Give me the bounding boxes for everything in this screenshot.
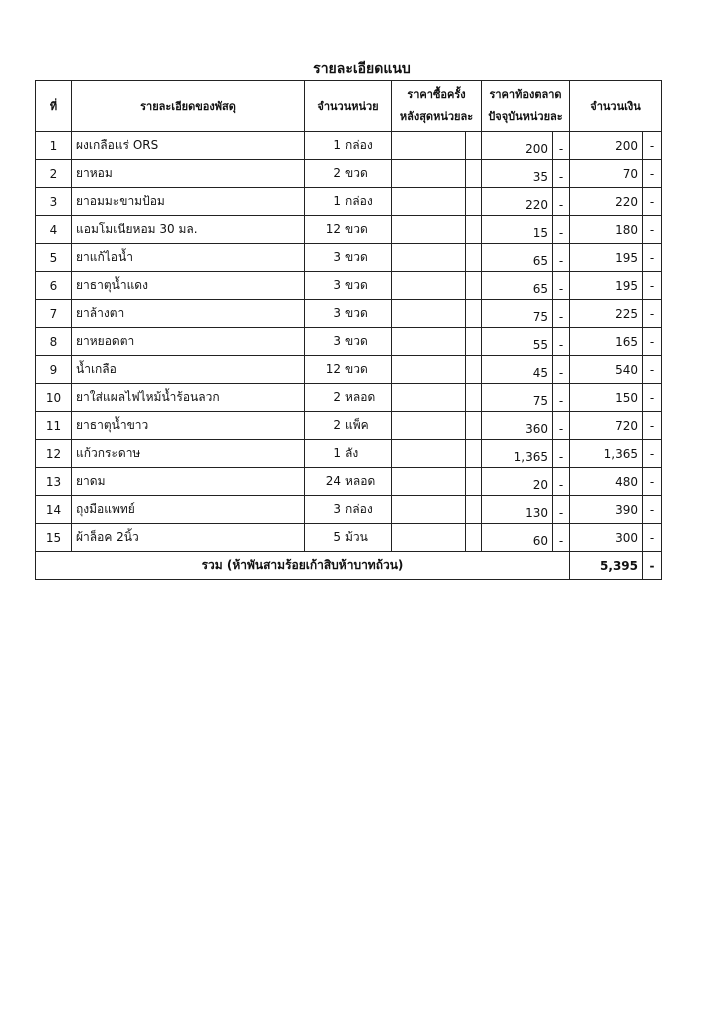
row-amount-dec: - (643, 188, 662, 216)
row-market-price-cell (482, 300, 553, 328)
row-quantity: 3 (333, 306, 341, 320)
row-last-price-dec (466, 132, 482, 160)
row-market-price-cell (482, 216, 553, 244)
row-last-price (392, 328, 466, 356)
row-amount-dec: - (643, 216, 662, 244)
row-last-price-dec (466, 328, 482, 356)
row-market-price-dec: - (558, 225, 564, 240)
row-market-price-cell (482, 356, 553, 384)
row-market-price: 55 (532, 337, 548, 352)
row-market-price-cell (482, 272, 553, 300)
row-quantity-cell (305, 300, 392, 328)
row-quantity-cell (305, 412, 392, 440)
row-amount: 1,365 (570, 440, 643, 468)
table-row (36, 468, 662, 496)
row-unit: ขวด (345, 362, 368, 376)
row-unit: แพ็ค (345, 418, 369, 432)
row-amount: 225 (570, 300, 643, 328)
row-unit: ขวด (345, 278, 368, 292)
row-market-price: 200 (525, 141, 548, 156)
row-market-price: 65 (532, 253, 548, 268)
row-amount: 480 (570, 468, 643, 496)
row-market-price-dec-cell (553, 160, 570, 188)
header-last-price (392, 81, 482, 132)
row-quantity-cell (305, 468, 392, 496)
row-last-price (392, 356, 466, 384)
row-market-price-cell (482, 440, 553, 468)
row-unit: ขวด (345, 222, 368, 236)
row-market-price: 20 (532, 477, 548, 492)
row-quantity-cell (305, 384, 392, 412)
row-amount: 220 (570, 188, 643, 216)
row-description: ผ้าล็อค 2นิ้ว (72, 524, 305, 552)
row-amount-dec: - (643, 496, 662, 524)
row-unit: ขวด (345, 306, 368, 320)
row-number: 10 (36, 384, 72, 412)
row-last-price-dec (466, 440, 482, 468)
row-market-price-dec-cell (553, 496, 570, 524)
table-row (36, 188, 662, 216)
table-row (36, 412, 662, 440)
table-row (36, 384, 662, 412)
row-description: ยาล้างตา (72, 300, 305, 328)
row-unit: หลอด (345, 390, 376, 404)
row-market-price-dec-cell (553, 328, 570, 356)
row-market-price-cell (482, 468, 553, 496)
row-market-price-cell (482, 160, 553, 188)
row-market-price-cell (482, 412, 553, 440)
row-number: 1 (36, 132, 72, 160)
row-market-price-cell (482, 496, 553, 524)
row-market-price-cell (482, 132, 553, 160)
row-description: น้ำเกลือ (72, 356, 305, 384)
row-number: 14 (36, 496, 72, 524)
row-market-price-dec: - (558, 505, 564, 520)
table-row (36, 160, 662, 188)
items-table (35, 80, 662, 580)
row-amount: 200 (570, 132, 643, 160)
row-quantity-cell (305, 496, 392, 524)
row-market-price: 45 (532, 365, 548, 380)
row-unit: กล่อง (345, 502, 373, 516)
total-amount: 5,395 (570, 552, 643, 580)
total-amount-dec: - (643, 552, 662, 580)
row-description: ยาแก้ไอน้ำ (72, 244, 305, 272)
header-last-price-line2: หลังสุดหน่วยละ (399, 110, 474, 123)
row-market-price-dec: - (558, 533, 564, 548)
row-last-price (392, 496, 466, 524)
row-last-price (392, 272, 466, 300)
row-description: ยาหยอดตา (72, 328, 305, 356)
row-number: 9 (36, 356, 72, 384)
row-last-price (392, 160, 466, 188)
row-description: ยาดม (72, 468, 305, 496)
row-market-price-dec: - (558, 253, 564, 268)
row-unit: หลอด (345, 474, 376, 488)
row-quantity-cell (305, 440, 392, 468)
row-quantity: 24 (325, 474, 341, 488)
row-market-price: 360 (525, 421, 548, 436)
row-amount-dec: - (643, 384, 662, 412)
row-quantity: 3 (333, 278, 341, 292)
row-amount-dec: - (643, 440, 662, 468)
row-market-price-dec-cell (553, 356, 570, 384)
row-last-price (392, 440, 466, 468)
row-market-price: 220 (525, 197, 548, 212)
row-amount-dec: - (643, 160, 662, 188)
row-description: ยาธาตุน้ำขาว (72, 412, 305, 440)
row-last-price-dec (466, 216, 482, 244)
row-market-price: 130 (525, 505, 548, 520)
row-quantity: 12 (325, 222, 341, 236)
row-description: แอมโมเนียหอม 30 มล. (72, 216, 305, 244)
row-unit: ม้วน (345, 530, 368, 544)
row-quantity: 2 (333, 390, 341, 404)
row-quantity-cell (305, 524, 392, 552)
row-amount-dec: - (643, 356, 662, 384)
row-amount-dec: - (643, 244, 662, 272)
row-market-price: 65 (532, 281, 548, 296)
row-market-price-dec-cell (553, 188, 570, 216)
row-description: ถุงมือแพทย์ (72, 496, 305, 524)
row-amount-dec: - (643, 328, 662, 356)
table-row (36, 440, 662, 468)
row-amount-dec: - (643, 300, 662, 328)
row-market-price-dec: - (558, 169, 564, 184)
row-amount-dec: - (643, 272, 662, 300)
row-last-price-dec (466, 496, 482, 524)
row-market-price-dec-cell (553, 440, 570, 468)
row-market-price-cell (482, 188, 553, 216)
row-quantity-cell (305, 272, 392, 300)
row-market-price-dec: - (558, 449, 564, 464)
row-market-price: 1,365 (513, 449, 548, 464)
page-title: รายละเอียดแนบ (313, 61, 411, 77)
row-market-price-dec-cell (553, 468, 570, 496)
row-unit: กล่อง (345, 138, 373, 152)
row-amount: 195 (570, 244, 643, 272)
row-number: 4 (36, 216, 72, 244)
row-market-price-dec-cell (553, 132, 570, 160)
row-quantity-cell (305, 216, 392, 244)
row-last-price (392, 412, 466, 440)
row-quantity: 2 (333, 418, 341, 432)
row-last-price (392, 188, 466, 216)
row-market-price-dec: - (558, 141, 564, 156)
row-number: 7 (36, 300, 72, 328)
row-number: 11 (36, 412, 72, 440)
row-last-price (392, 132, 466, 160)
row-last-price-dec (466, 272, 482, 300)
row-number: 6 (36, 272, 72, 300)
row-quantity: 3 (333, 250, 341, 264)
row-quantity: 1 (333, 194, 341, 208)
row-amount: 180 (570, 216, 643, 244)
row-market-price-dec: - (558, 281, 564, 296)
row-last-price-dec (466, 468, 482, 496)
row-description: ผงเกลือแร่ ORS (72, 132, 305, 160)
row-market-price-cell (482, 328, 553, 356)
row-quantity: 3 (333, 334, 341, 348)
row-quantity-cell (305, 328, 392, 356)
row-number: 12 (36, 440, 72, 468)
row-description: แก้วกระดาษ (72, 440, 305, 468)
row-unit: ขวด (345, 166, 368, 180)
row-amount: 70 (570, 160, 643, 188)
row-market-price: 15 (532, 225, 548, 240)
header-qty: จำนวนหน่วย (305, 81, 392, 132)
row-quantity: 12 (325, 362, 341, 376)
row-last-price-dec (466, 412, 482, 440)
row-last-price (392, 216, 466, 244)
header-last-price-line1: ราคาซื้อครั้ง (407, 88, 466, 101)
table-row (36, 132, 662, 160)
row-amount: 540 (570, 356, 643, 384)
row-last-price-dec (466, 300, 482, 328)
row-amount-dec: - (643, 468, 662, 496)
row-description: ยาหอม (72, 160, 305, 188)
row-market-price: 35 (532, 169, 548, 184)
row-last-price-dec (466, 524, 482, 552)
row-market-price-dec: - (558, 477, 564, 492)
row-unit: กล่อง (345, 194, 373, 208)
header-market-price-line1: ราคาท้องตลาด (489, 88, 562, 101)
total-row (36, 552, 662, 580)
table-header-row (36, 81, 662, 132)
table-row (36, 272, 662, 300)
row-amount: 300 (570, 524, 643, 552)
row-market-price-cell (482, 524, 553, 552)
row-market-price-dec-cell (553, 384, 570, 412)
row-number: 15 (36, 524, 72, 552)
row-last-price-dec (466, 384, 482, 412)
row-last-price-dec (466, 188, 482, 216)
row-last-price-dec (466, 244, 482, 272)
row-amount-dec: - (643, 524, 662, 552)
row-last-price-dec (466, 356, 482, 384)
header-desc: รายละเอียดของพัสดุ (72, 81, 305, 132)
row-amount-dec: - (643, 412, 662, 440)
row-quantity: 2 (333, 166, 341, 180)
row-market-price: 60 (532, 533, 548, 548)
row-number: 2 (36, 160, 72, 188)
row-market-price-dec: - (558, 365, 564, 380)
row-quantity-cell (305, 132, 392, 160)
row-market-price-dec: - (558, 197, 564, 212)
row-quantity-cell (305, 244, 392, 272)
row-number: 13 (36, 468, 72, 496)
row-market-price-cell (482, 244, 553, 272)
total-label: รวม (ห้าพันสามร้อยเก้าสิบห้าบาทถ้วน) (36, 552, 570, 580)
row-last-price (392, 384, 466, 412)
row-market-price: 75 (532, 309, 548, 324)
row-description: ยาธาตุน้ำแดง (72, 272, 305, 300)
row-amount: 195 (570, 272, 643, 300)
row-market-price-dec: - (558, 393, 564, 408)
row-number: 3 (36, 188, 72, 216)
header-market-price-line2: ปัจจุบันหน่วยละ (488, 110, 563, 123)
header-amount: จำนวนเงิน (570, 81, 662, 132)
row-market-price-dec: - (558, 309, 564, 324)
table-row (36, 216, 662, 244)
row-amount: 390 (570, 496, 643, 524)
row-last-price (392, 300, 466, 328)
row-quantity: 1 (333, 138, 341, 152)
row-unit: ลัง (345, 446, 359, 460)
row-quantity: 3 (333, 502, 341, 516)
row-amount: 720 (570, 412, 643, 440)
row-quantity-cell (305, 188, 392, 216)
row-last-price (392, 468, 466, 496)
row-quantity-cell (305, 356, 392, 384)
row-last-price (392, 524, 466, 552)
table-row (36, 244, 662, 272)
row-market-price-dec-cell (553, 412, 570, 440)
row-unit: ขวด (345, 334, 368, 348)
table-row (36, 496, 662, 524)
row-market-price-dec-cell (553, 300, 570, 328)
row-amount: 165 (570, 328, 643, 356)
row-description: ยาใส่แผลไฟไหม้น้ำร้อนลวก (72, 384, 305, 412)
row-amount: 150 (570, 384, 643, 412)
row-last-price (392, 244, 466, 272)
header-no: ที่ (36, 81, 72, 132)
row-quantity: 5 (333, 530, 341, 544)
row-market-price: 75 (532, 393, 548, 408)
header-market-price (482, 81, 570, 132)
row-number: 5 (36, 244, 72, 272)
row-market-price-dec: - (558, 337, 564, 352)
table-row (36, 524, 662, 552)
row-market-price-dec-cell (553, 272, 570, 300)
table-row (36, 356, 662, 384)
row-quantity: 1 (333, 446, 341, 460)
row-description: ยาอมมะขามป้อม (72, 188, 305, 216)
row-number: 8 (36, 328, 72, 356)
row-market-price-dec-cell (553, 524, 570, 552)
row-amount-dec: - (643, 132, 662, 160)
row-market-price-dec: - (558, 421, 564, 436)
table-row (36, 328, 662, 356)
row-quantity-cell (305, 160, 392, 188)
row-market-price-dec-cell (553, 244, 570, 272)
row-unit: ขวด (345, 250, 368, 264)
row-last-price-dec (466, 160, 482, 188)
table-row (36, 300, 662, 328)
row-market-price-cell (482, 384, 553, 412)
row-market-price-dec-cell (553, 216, 570, 244)
